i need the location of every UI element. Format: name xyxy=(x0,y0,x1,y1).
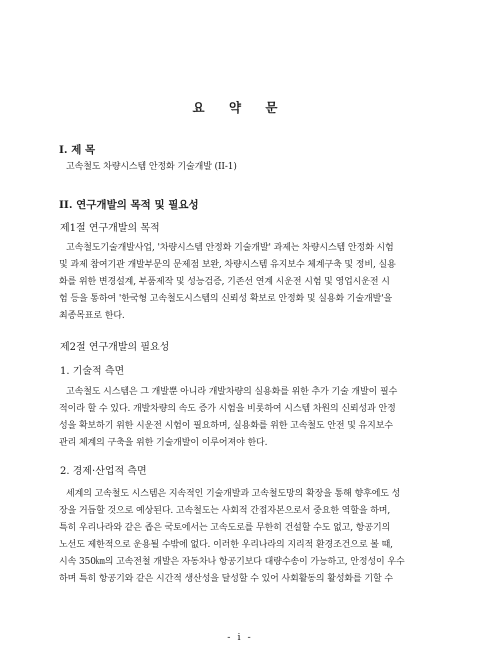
purpose-line: 최종목표로 한다. xyxy=(59,311,125,321)
section-heading-purpose-necessity: II. 연구개발의 목적 및 필요성 xyxy=(59,199,199,211)
economic-line: 특히 우리나라와 같은 좁은 국토에서는 고속도로를 무한히 건설할 수도 없고, 항공기의 xyxy=(59,523,391,533)
subsection-heading-purpose: 제1절 연구개발의 목적 xyxy=(60,223,160,234)
item-heading-economic-industrial: 2. 경제·산업적 측면 xyxy=(60,466,147,477)
page-number: - i - xyxy=(227,632,253,643)
technical-line: 성을 확보하기 위한 시운전 시험이 필요하며, 실용화를 위한 고속철도 안전 및 유지보수 xyxy=(59,421,393,431)
economic-line: 장을 거듭할 것으로 예상된다. 고속철도는 사회적 간접자본으로서 중요한 역할을 하며, xyxy=(59,506,391,516)
purpose-line: 험 등을 통하여 '한국형 고속철도시스템의 신뢰성 확보로 안정화 및 실용화 기술개발'을 xyxy=(59,294,393,304)
economic-line: 노선도 제한적으로 운용될 수밖에 없다. 이러한 우리나라의 지리적 환경조건으로 볼 때, xyxy=(59,540,393,550)
purpose-line: 화를 위한 변경설계, 부품제작 및 성능검증, 기존선 연계 시운전 시험 및 영업시운전 시 xyxy=(59,277,390,287)
economic-line: 세계의 고속철도 시스템은 지속적인 기술개발과 고속철도망의 확장을 통해 향후에도 성 xyxy=(66,489,401,499)
section-heading-title: I. 제 목 xyxy=(59,144,96,156)
economic-line: 시속 350㎞의 고속전철 개발은 자동차나 항공기보다 대량수송이 가능하고, 안정성이 우수 xyxy=(59,557,405,567)
technical-line: 고속철도 시스템은 그 개발뿐 아니라 개발차량의 실용화를 위한 추가 기술 개발이 필수 xyxy=(66,387,398,397)
document-title: 요 약 문 xyxy=(192,100,288,115)
purpose-line: 고속철도기술개발사업, '차량시스템 안정화 기술개발' 과제는 차량시스템 안정화 시험 xyxy=(66,243,394,253)
subsection-heading-necessity: 제2절 연구개발의 필요성 xyxy=(60,342,170,353)
item-heading-technical: 1. 기술적 측면 xyxy=(60,366,125,377)
project-name: 고속철도 차량시스템 안정화 기술개발 (II-1) xyxy=(66,162,237,172)
economic-line: 하며 특히 항공기와 같은 시간적 생산성을 달성할 수 있어 사회활동의 활성화를 기할 수 xyxy=(59,574,393,584)
purpose-line: 및 과제 참여기관 개발부문의 문제점 보완, 차량시스템 유지보수 체계구축 및 정비, 실용 xyxy=(59,260,396,270)
technical-line: 적이라 할 수 있다. 개발차량의 속도 증가 시험을 비롯하여 시스템 차원의 신뢰성과 안정 xyxy=(59,404,396,414)
technical-line: 관리 체계의 구축을 위한 기술개발이 이루어져야 한다. xyxy=(59,438,268,448)
